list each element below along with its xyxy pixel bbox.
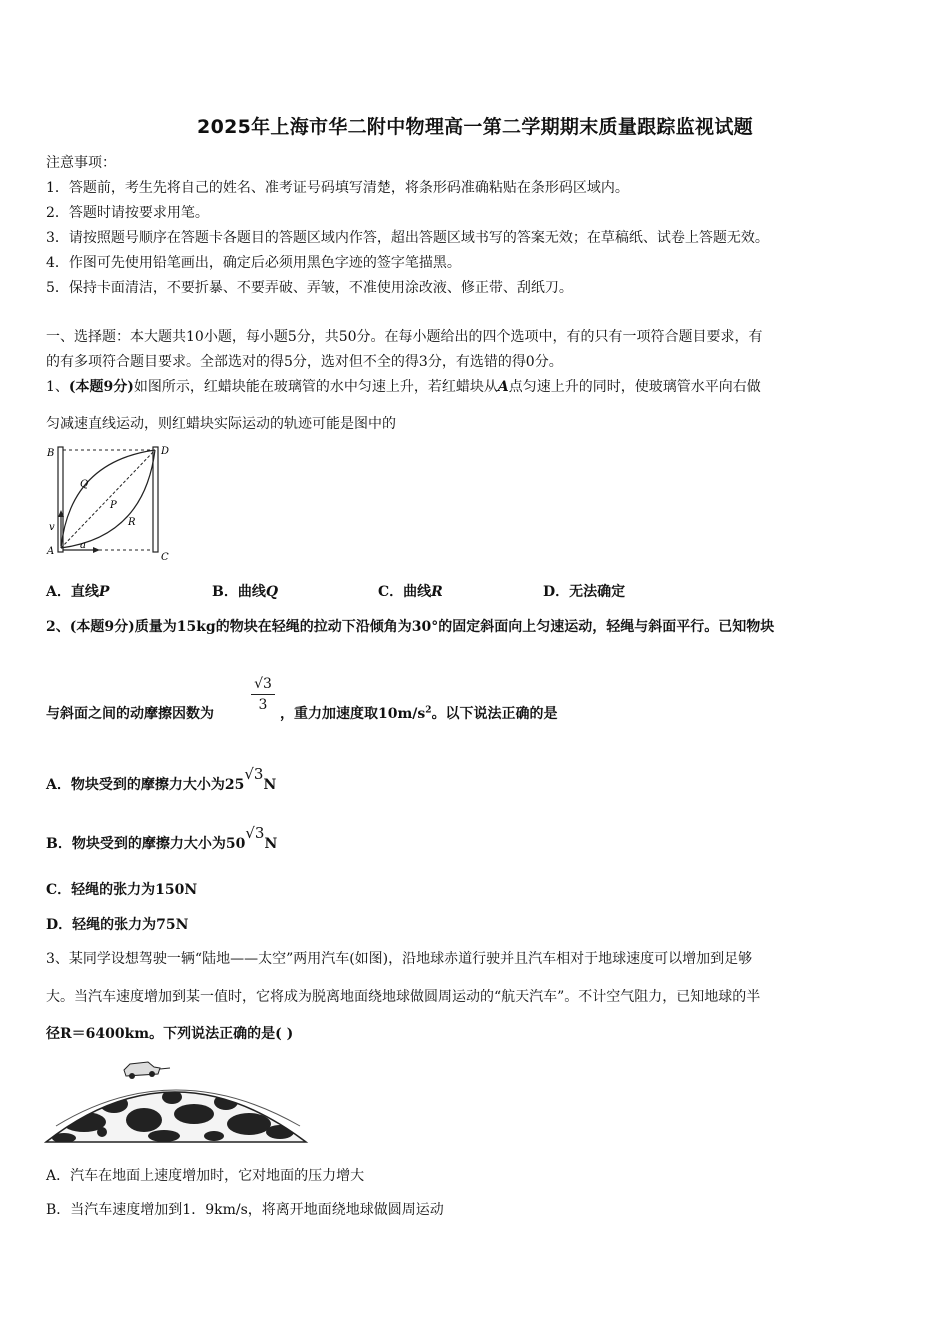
label-a-point: A [47, 546, 55, 557]
page-title: 2025年上海市华二附中物理高一第二学期期末质量跟踪监视试题 [197, 116, 753, 138]
label-v: v [49, 522, 55, 533]
fraction-bar [251, 694, 275, 695]
question-2-line-2-start: 与斜面之间的动摩擦因数为 [46, 706, 214, 722]
friction-coefficient-fraction [248, 676, 278, 713]
question-1-line-1 [46, 376, 761, 396]
fraction-denominator: 3 [258, 697, 268, 713]
car-icon [124, 1062, 170, 1079]
sqrt-three: √3 [245, 824, 265, 842]
question-text: 如图所示，红蜡块能在玻璃管的水中匀速上升，若红蜡块从 [133, 379, 498, 395]
question-3-option-a: A．汽车在地面上速度增加时，它对地面的压力增大 [46, 1168, 365, 1184]
question-score: (本题9分) [68, 379, 134, 395]
label-b: B [47, 448, 55, 459]
question-2-option-c: C．轻绳的张力为150N [46, 882, 198, 898]
section-instructions-line: 一、选择题：本大题共10小题，每小题5分，共50分。在每小题给出的四个选项中，有的只有一项符合题目要求，有 [46, 329, 763, 345]
acceleration-arrowhead [93, 547, 100, 553]
question-2-option-b: B．物块受到的摩擦力大小为50√3N [46, 824, 278, 852]
fraction-numerator: √3 [254, 676, 272, 692]
notice-item: 1．答题前，考生先将自己的姓名、准考证号码填写清楚，将条形码准确粘贴在条形码区域内。 [46, 180, 629, 196]
notice-item: 2．答题时请按要求用笔。 [46, 205, 209, 221]
question-number: 1、 [46, 379, 69, 395]
option-b: B．曲线Q [212, 584, 279, 600]
question-3-line-1: 3、某同学设想驾驶一辆“陆地——太空”两用汽车(如图)，沿地球赤道行驶并且汽车相对于地球速度可以增加到足够 [46, 951, 753, 967]
label-r: R [128, 517, 136, 528]
label-q: Q [80, 479, 89, 490]
label-c: C [161, 552, 169, 563]
question-3-line-3: 径R＝6400km。下列说法正确的是( ) [46, 1026, 294, 1042]
question-3-line-2: 大。当汽车速度增加到某一值时，它将成为脱离地面绕地球做圆周运动的“航天汽车”。不计空气阻力，已知地球的半 [46, 989, 761, 1005]
label-a-accel: a [80, 540, 86, 551]
section-instructions-line: 的有多项符合题目要求。全部选对的得5分，选对但不全的得3分，有选错的得0分。 [46, 354, 563, 370]
option-a: A．直线P [46, 584, 110, 600]
question-2-line-1: 2、(本题9分)质量为15kg的物块在轻绳的拉动下沿倾角为30°的固定斜面向上匀速运动，轻绳与斜面平行。已知物块 [46, 619, 775, 635]
label-p: P [110, 500, 117, 511]
right-tube-shape [153, 447, 158, 552]
notice-heading: 注意事项： [46, 155, 116, 171]
notice-item: 4．作图可先使用铅笔画出，确定后必须用黑色字迹的签字笔描黑。 [46, 255, 461, 271]
glass-tube-trajectory-figure [44, 442, 174, 566]
notice-item: 3．请按照题号顺序在答题卡各题目的答题区域内作答，超出答题区域书写的答案无效；在草稿纸、试卷上答题无效。 [46, 230, 769, 246]
option-d: D．无法确定 [543, 584, 626, 600]
question-1-line-2: 匀减速直线运动，则红蜡块实际运动的轨迹可能是图中的 [46, 416, 396, 432]
question-3-option-b: B．当汽车速度增加到1．9km/s，将离开地面绕地球做圆周运动 [46, 1202, 444, 1218]
question-2-line-2-end: ，重力加速度取$10m/s^2$。以下说法正确的是 [280, 705, 558, 722]
sqrt-three: √3 [244, 765, 264, 783]
label-d: D [161, 446, 170, 457]
question-2-option-a: A．物块受到的摩擦力大小为25√3N [46, 765, 277, 793]
question-text: 点匀速上升的同时，使玻璃管水平向右做 [508, 379, 761, 395]
question-2-option-d: D．轻绳的张力为75N [46, 917, 189, 933]
option-c: C．曲线R [378, 584, 443, 600]
earth-car-figure [44, 1052, 310, 1144]
notice-item: 5．保持卡面清洁，不要折暴、不要弄破、弄皱，不准使用涂改液、修正带、刮纸刀。 [46, 280, 573, 296]
point-label-a: A [497, 379, 509, 395]
